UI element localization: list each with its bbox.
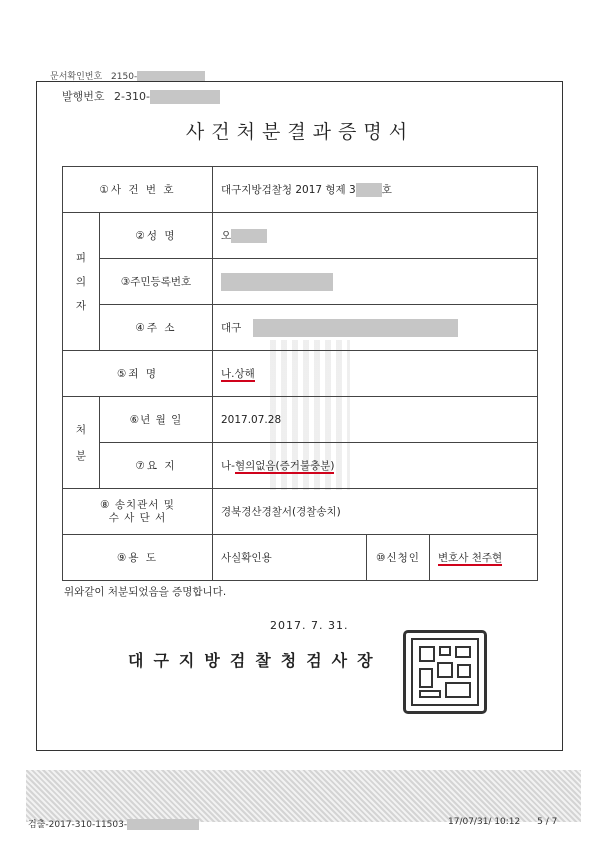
- use-value: 사실확인용: [213, 535, 367, 581]
- issue-number: [62, 88, 220, 104]
- certify-text: 위와같이 처분되었음을 증명합니다.: [64, 586, 227, 598]
- issue-date: 2017. 7. 31.: [270, 619, 349, 632]
- table-row: [63, 397, 538, 443]
- case-number-suffix: 호: [381, 184, 392, 196]
- applicant-value: 변호사 천주현: [430, 535, 538, 581]
- gist-label: ⑦요 지: [100, 443, 213, 489]
- doc-check-label: 문서확인번호: [50, 72, 103, 82]
- redaction-box: [253, 319, 458, 337]
- address-value: 대구: [213, 305, 538, 351]
- table-row: [63, 213, 538, 259]
- case-number-label: ①사 건 번 호: [63, 167, 213, 213]
- redaction-box: [127, 819, 199, 830]
- disposition-date-label: ⑥년 월 일: [100, 397, 213, 443]
- rrn-label: ③주민등록번호: [100, 259, 213, 305]
- footer-timestamp: 17/07/31/ 10:12 5 / 7: [448, 817, 558, 827]
- table-row: [63, 443, 538, 489]
- issue-value: 2-310-: [114, 90, 150, 103]
- table-row: [63, 259, 538, 305]
- document-title: 사건처분결과증명서: [185, 121, 415, 143]
- certificate-table: [62, 166, 538, 581]
- redaction-box: [231, 229, 267, 243]
- doc-check-value: 2150-: [111, 72, 138, 82]
- official-seal: [403, 630, 487, 714]
- rrn-value: [213, 259, 538, 305]
- seal-icon: [406, 633, 484, 711]
- transfer-value: 경북경산경찰서(경찰송치): [213, 489, 538, 535]
- name-value: 오: [213, 213, 538, 259]
- disposition-label: 처분: [63, 397, 100, 489]
- redaction-box: [221, 273, 333, 291]
- crime-value: 나.상해: [213, 351, 538, 397]
- use-label: ⑨용 도: [63, 535, 213, 581]
- case-number-text: 대구지방검찰청 2017 형제 3: [221, 184, 356, 196]
- transfer-label: ⑧ 송치관서 및 수 사 단 서: [63, 489, 213, 535]
- issue-label: 발행번호: [62, 90, 105, 103]
- crime-label: ⑤죄 명: [63, 351, 213, 397]
- table-row: [63, 351, 538, 397]
- name-label: ②성 명: [100, 213, 213, 259]
- redaction-box: [150, 90, 220, 104]
- table-row: [63, 489, 538, 535]
- case-number-value: [213, 167, 538, 213]
- security-pattern: [26, 770, 581, 822]
- table-row: [63, 535, 538, 581]
- suspect-label: 피의자: [63, 213, 100, 351]
- redaction-box: [356, 183, 382, 197]
- table-row: [63, 305, 538, 351]
- applicant-label: ⑩신청인: [367, 535, 430, 581]
- address-label: ④주 소: [100, 305, 213, 351]
- table-row: [63, 167, 538, 213]
- footer-reference: 검출-2017-310-11503-: [28, 817, 199, 830]
- issuing-office: 대구지방검찰청검사장: [128, 651, 383, 670]
- disposition-date-value: 2017.07.28: [213, 397, 538, 443]
- page-indicator: 5 / 7: [537, 817, 558, 827]
- gist-value: 나-혐의없음(증거불충분): [213, 443, 538, 489]
